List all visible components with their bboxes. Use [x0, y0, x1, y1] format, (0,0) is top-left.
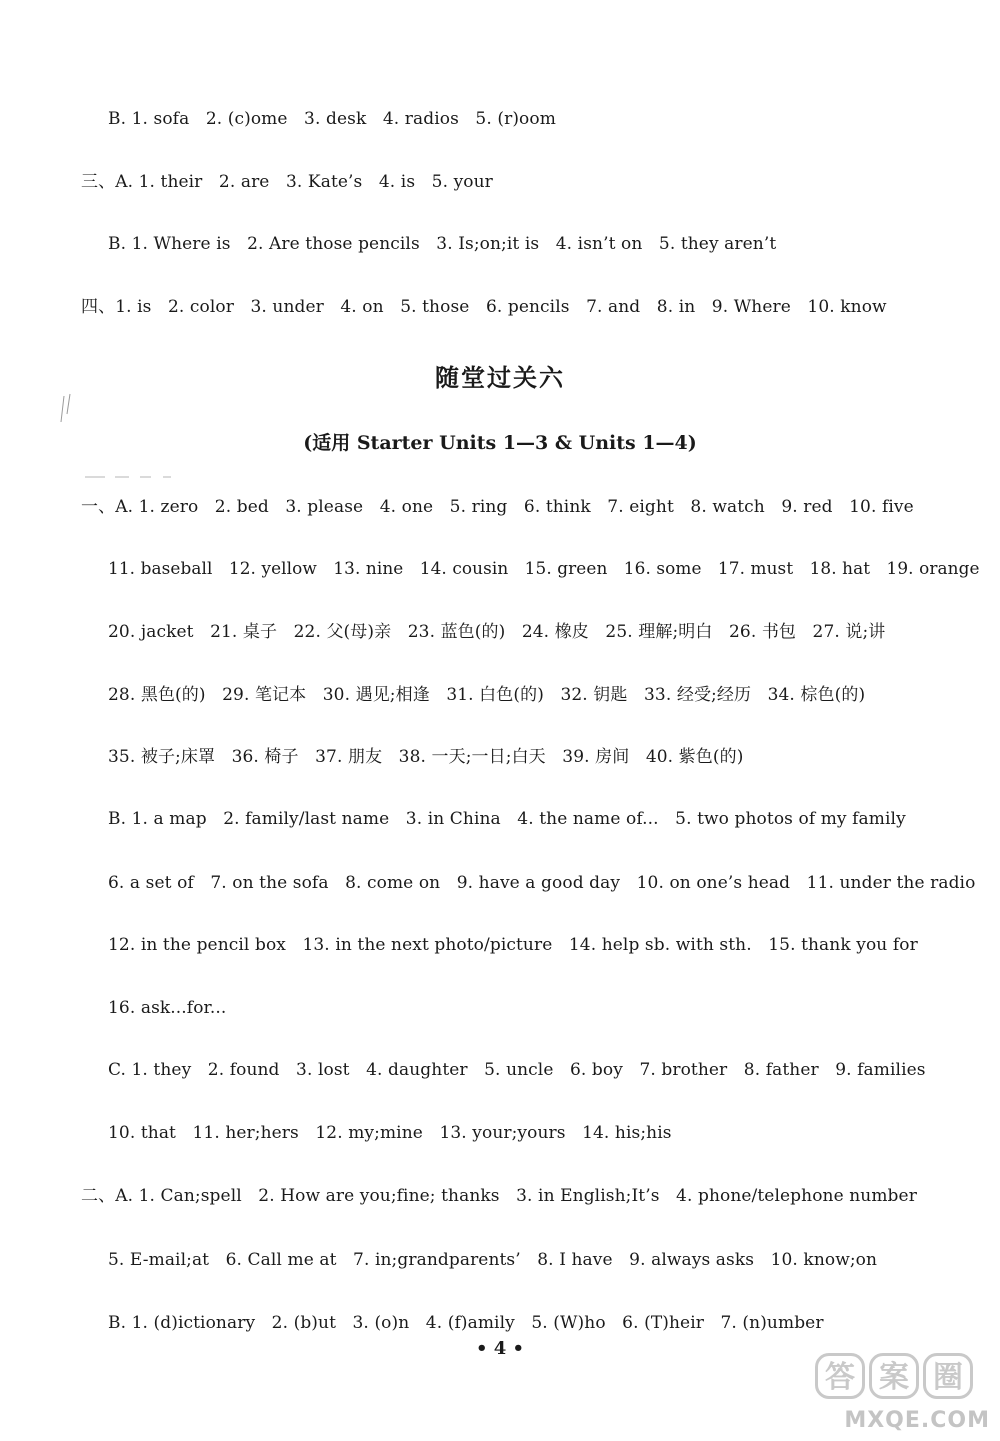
section-title: 随堂过关六: [435, 363, 565, 392]
scan-mark-icon: [58, 392, 78, 428]
answer-line-2b-1: B. 1. (d)ictionary 2. (b)ut 3. (o)n 4. (f)amily 5. (W)ho 6. (T)heir 7. (n)umber: [108, 1313, 824, 1333]
answer-line-2a-1: 二、A. 1. Can;spell 2. How are you;fine; thanks 3. in English;It’s 4. phone/telephone number: [81, 1186, 917, 1206]
answer-line-1a-5: 35. 被子;床罩 36. 椅子 37. 朋友 38. 一天;一日;白天 39. 房间 40. 紫色(的): [108, 747, 744, 767]
section-subtitle: (适用 Starter Units 1—3 & Units 1—4): [303, 432, 697, 454]
watermark-char: 圈: [923, 1353, 973, 1399]
watermark-logo: [815, 1353, 990, 1401]
answer-line-b-part2: B. 1. sofa 2. (c)ome 3. desk 4. radios 5. (r)oom: [108, 109, 556, 129]
answer-line-1a-1: 一、A. 1. zero 2. bed 3. please 4. one 5. ring 6. think 7. eight 8. watch 9. red 10. five: [81, 497, 914, 517]
answer-line-2a-2: 5. E-mail;at 6. Call me at 7. in;grandparents’ 8. I have 9. always asks 10. know;on: [108, 1250, 878, 1270]
answer-line-section3-b: B. 1. Where is 2. Are those pencils 3. Is;on;it is 4. isn’t on 5. they aren’t: [108, 234, 777, 254]
page-number: • 4 •: [475, 1338, 525, 1359]
watermark-site: MXQE.COM: [844, 1408, 990, 1433]
answer-line-1b-3: 12. in the pencil box 13. in the next photo/picture 14. help sb. with sth. 15. thank you for: [108, 935, 918, 955]
watermark-char: 答: [815, 1353, 865, 1399]
site-watermark: [810, 1353, 990, 1433]
scan-dash-icon: [85, 472, 185, 482]
answer-line-1a-2: 11. baseball 12. yellow 13. nine 14. cousin 15. green 16. some 17. must 18. hat 19. orange: [108, 559, 980, 579]
answer-line-1a-4: 28. 黑色(的) 29. 笔记本 30. 遇见;相逢 31. 白色(的) 32. 钥匙 33. 经受;经历 34. 棕色(的): [108, 685, 866, 705]
answer-line-section3-a: 三、A. 1. their 2. are 3. Kate’s 4. is 5. your: [81, 172, 493, 192]
answer-line-section4: 四、1. is 2. color 3. under 4. on 5. those 6. pencils 7. and 8. in 9. Where 10. know: [81, 297, 887, 317]
answer-line-1b-1: B. 1. a map 2. family/last name 3. in China 4. the name of... 5. two photos of my family: [108, 809, 906, 829]
watermark-char: 案: [869, 1353, 919, 1399]
answer-line-1b-2: 6. a set of 7. on the sofa 8. come on 9. have a good day 10. on one’s head 11. under the radio: [108, 873, 976, 893]
answer-line-1c-2: 10. that 11. her;hers 12. my;mine 13. your;yours 14. his;his: [108, 1123, 672, 1143]
answer-line-1b-4: 16. ask...for...: [108, 998, 227, 1018]
answer-line-1c-1: C. 1. they 2. found 3. lost 4. daughter 5. uncle 6. boy 7. brother 8. father 9. families: [108, 1060, 926, 1080]
answer-line-1a-3: 20. jacket 21. 桌子 22. 父(母)亲 23. 蓝色(的) 24. 橡皮 25. 理解;明白 26. 书包 27. 说;讲: [108, 622, 886, 642]
